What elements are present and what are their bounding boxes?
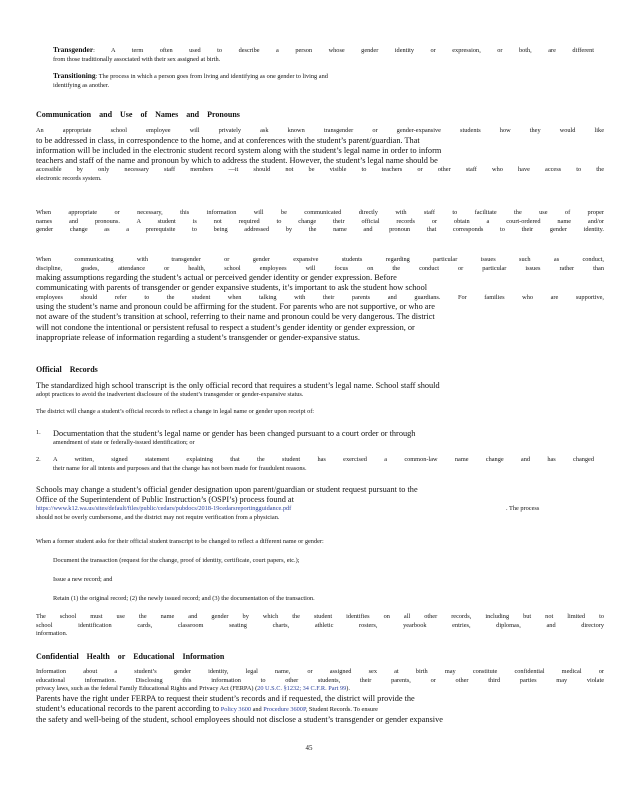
paragraph-records-3 bbox=[36, 485, 604, 523]
text-line: communicating with parents of transgender or gender expansive students, it’s important to ask the student how school bbox=[36, 283, 428, 293]
text-line: When communicating with transgender or gender expansive students regarding particular issues such as conduct, bbox=[36, 256, 604, 263]
text-line: not aware of the student’s transition at school, referring to their name and pronoun could be very dangerous. The district bbox=[36, 312, 435, 322]
text-line: When appropriate or necessary, this information will be communicated directly with staff to facilitate the use of proper bbox=[36, 209, 604, 216]
text-line: electronic records system. bbox=[36, 174, 102, 182]
section-heading-communication: Communication and Use of Names and Pronouns bbox=[36, 110, 240, 119]
ospi-guidance-link[interactable]: https://www.k12.wa.us/sites/default/files/public/cedars/pubdocs/2018-19cedarsreportingguidance.pdf bbox=[36, 505, 292, 513]
text-line: the safety and well-being of the student, school employees should not disclose a student’s transgender or gender expansive bbox=[36, 714, 443, 724]
text-line: Document the transaction (request for the change, proof of identity, certificate, court papers, etc.); bbox=[53, 557, 300, 564]
citation-link[interactable]: 20 U.S.C. §1232; 34 C.F.R. Part 99 bbox=[257, 685, 347, 693]
text-line: educational information. Disclosing this information to other students, their parents, or other third parties may violate bbox=[36, 676, 604, 684]
definition-term: Transitioning bbox=[53, 71, 96, 80]
text-line: Schools may change a student’s official gender designation upon parent/guardian or student request pursuant to the bbox=[36, 485, 418, 494]
paragraph-communication-1 bbox=[36, 127, 604, 183]
text-line: An appropriate school employee will privately ask known transgender or gender-expansive students how they would like bbox=[36, 127, 604, 134]
text-line: their name for all intents and purposes and that the change has not been made for fraudulent reasons. bbox=[53, 464, 307, 472]
text-line: privacy laws, such as the federal Family Educational Rights and Privacy Act (FERPA) ( bbox=[36, 685, 258, 693]
text-line: using the student’s name and pronoun could be affirming for the student. For parents who are not supportive, or who are bbox=[36, 302, 435, 312]
text-line: The school must use the name and gender by which the student identifies on all other records, including but not limited to bbox=[36, 613, 604, 620]
text-line: discipline, grades, attendance or health, school employees will focus on the conduct or particular issues rather than bbox=[36, 264, 604, 272]
text-line: Documentation that the student’s legal name or gender has been changed pursuant to a court order or through bbox=[53, 429, 416, 438]
text-line: Parents have the right under FERPA to request their student’s records and if requested, the district will provide the bbox=[36, 693, 415, 703]
text-line: amendment of state or federally-issued identification; or bbox=[53, 439, 195, 447]
text-line: accessible by only necessary staff members —it should not be visible to teachers or other staff who have access to the bbox=[36, 166, 604, 174]
section-heading-official-records: Official Records bbox=[36, 365, 98, 374]
text-line: ). bbox=[346, 685, 350, 693]
item-number: 1. bbox=[36, 429, 41, 436]
text-line: should not be overly cumbersome, and the district may not require verification from a physician. bbox=[36, 514, 280, 521]
text-line: Issue a new record; and bbox=[53, 576, 113, 583]
text-line: teachers and staff of the name and pronoun by which to address the student. However, the student’s legal name should be bbox=[36, 156, 438, 165]
text-line: Information about a student’s gender identity, legal name, or assigned sex at birth may constitute confidential medical or bbox=[36, 668, 604, 675]
text-line: making assumptions regarding the student’s actual or perceived gender identity or gender expression. Before bbox=[36, 273, 397, 283]
paragraph-records-5 bbox=[36, 613, 604, 639]
text-line: Office of the Superintendent of Public Instruction’s (OSPI’s) process found at bbox=[36, 495, 294, 505]
definition-text: : A term often used to describe a person whose gender identity or expression, or both, are different bbox=[93, 47, 594, 54]
text-line: , Student Records. To ensure bbox=[305, 705, 378, 713]
paragraph-communication-3 bbox=[36, 256, 604, 343]
text-line: gender change as a prerequisite to being addressed by the name and pronoun that corresponds to their gender identity. bbox=[36, 226, 604, 234]
text-line: inappropriate release of information regarding a student’s transgender or gender-expansive status. bbox=[36, 332, 360, 342]
paragraph-records-2: The district will change a student’s official records to reflect a change in legal name or gender upon receipt of: bbox=[36, 408, 315, 415]
paragraph-records-1 bbox=[36, 381, 604, 400]
item-number: 2. bbox=[36, 456, 41, 463]
text-line: to be addressed in class, in correspondence to the home, and at conferences with the student’s parent/guardian. That bbox=[36, 135, 420, 145]
definition-term: Transgender bbox=[53, 45, 94, 54]
definition-text: from those traditionally associated with their sex assigned at birth. bbox=[53, 55, 221, 63]
procedure-3600p-link[interactable]: Procedure 3600P bbox=[263, 705, 306, 713]
text-line: school identification cards, classroom seating charts, athletic rosters, yearbook entries, diplomas, and directory bbox=[36, 621, 604, 629]
section-heading-confidential: Confidential Health or Educational Information bbox=[36, 652, 225, 661]
text-line: will not condone the intentional or persistent refusal to respect a student’s gender identity or gender expression, or bbox=[36, 322, 415, 332]
text-line: Retain (1) the original record; (2) the newly issued record; and (3) the documentation of the transaction. bbox=[53, 595, 315, 602]
policy-3600-link[interactable]: Policy 3600 bbox=[220, 705, 252, 713]
text-line: The standardized high school transcript is the only official record that requires a student’s legal name. School staff should bbox=[36, 381, 440, 390]
text-line: adopt practices to avoid the inadvertent disclosure of the student’s transgender or gender-expansive status. bbox=[36, 391, 304, 399]
text-line: A written, signed statement explaining that the student has exercised a common-law name change and has changed bbox=[53, 456, 594, 463]
text-line: information. bbox=[36, 630, 68, 638]
text-line: information will be included in the electronic student record system along with the student’s legal name in order to inform bbox=[36, 145, 442, 155]
paragraph-records-4: When a former student asks for their official student transcript to be changed to reflect a different name or gender: bbox=[36, 538, 324, 545]
text-line: employees should refer to the student when talking with their parents and guardians. For families who are supportive, bbox=[36, 293, 604, 301]
page-number: 45 bbox=[305, 744, 313, 752]
text-line: names and pronouns. A student is not required to change their official records or obtain a court-ordered name and/or bbox=[36, 217, 604, 225]
text-line: and bbox=[252, 705, 262, 713]
paragraph-communication-2 bbox=[36, 209, 604, 235]
text-line: . The process bbox=[506, 505, 540, 513]
text-line: student’s educational records to the parent according to bbox=[36, 703, 220, 713]
definition-text: identifying as another. bbox=[53, 81, 110, 89]
definition-text: : The process in which a person goes from living and identifying as one gender to living and bbox=[95, 73, 328, 80]
paragraph-confidential bbox=[36, 668, 604, 725]
